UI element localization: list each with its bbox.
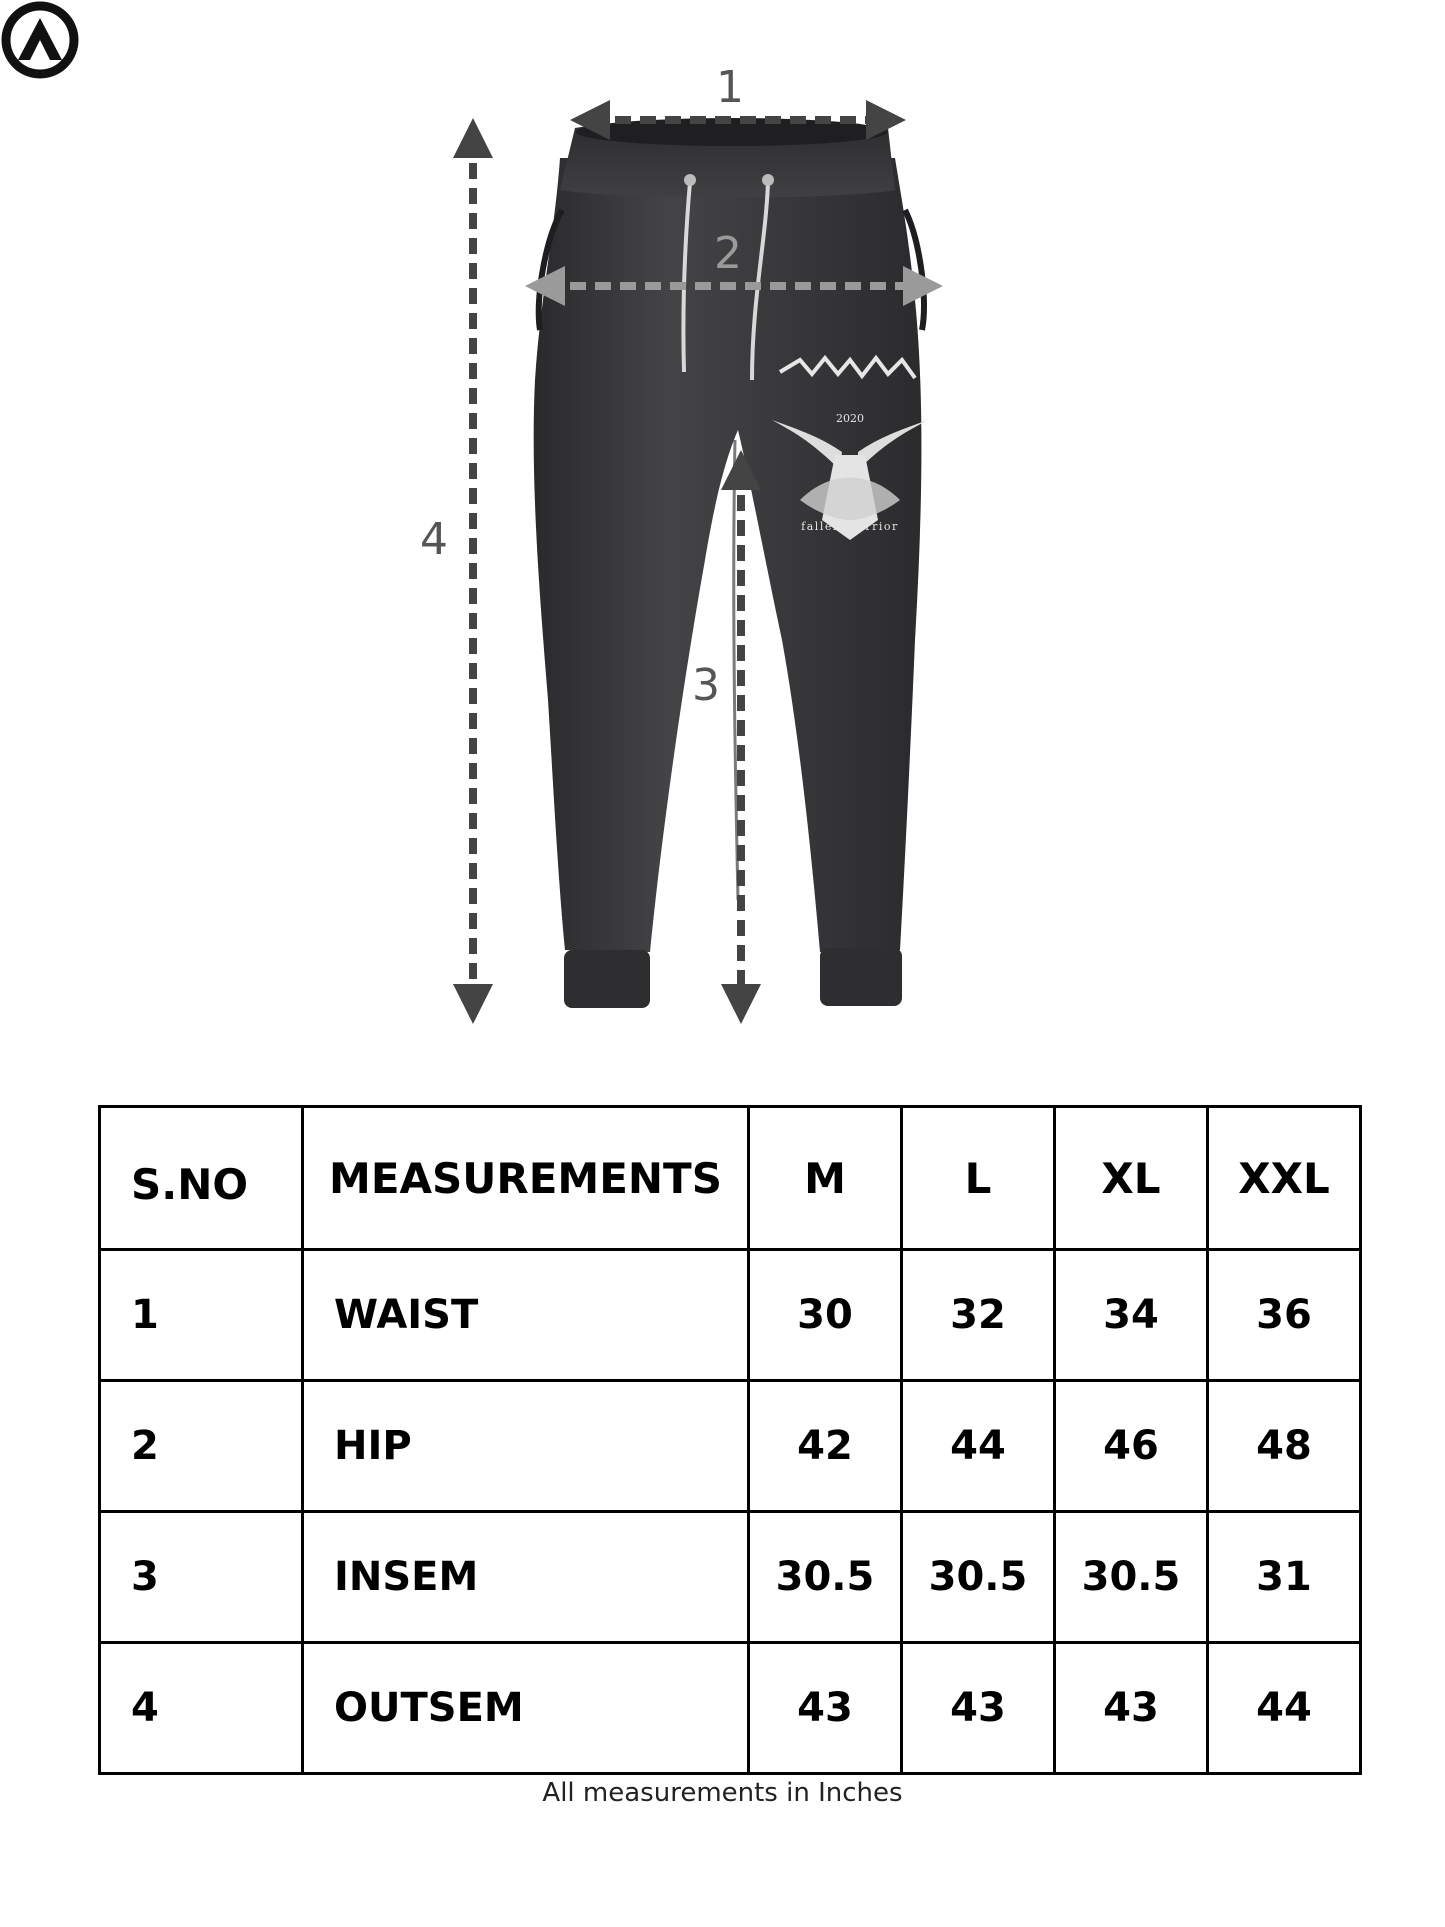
- eyelet-left: [684, 174, 696, 186]
- cell-l: 44: [902, 1381, 1055, 1512]
- header-size-xl: XL: [1055, 1107, 1208, 1250]
- size-chart-table: [98, 1105, 1362, 1775]
- cell-xxl: 48: [1208, 1381, 1361, 1512]
- header-size-xxl: XXL: [1208, 1107, 1361, 1250]
- row-sno: 1: [100, 1250, 303, 1381]
- inseam-label: 3: [692, 660, 720, 711]
- row-measurement: OUTSEM: [303, 1643, 749, 1774]
- brand-logo-icon: [0, 0, 80, 80]
- table-row: [100, 1512, 1361, 1643]
- row-sno: 4: [100, 1643, 303, 1774]
- cell-xxl: 36: [1208, 1250, 1361, 1381]
- header-size-m: M: [749, 1107, 902, 1250]
- cell-l: 30.5: [902, 1512, 1055, 1643]
- cell-m: 30.5: [749, 1512, 902, 1643]
- table-row: [100, 1250, 1361, 1381]
- cell-l: 32: [902, 1250, 1055, 1381]
- cell-m: 42: [749, 1381, 902, 1512]
- row-sno: 3: [100, 1512, 303, 1643]
- left-cuff: [564, 950, 650, 1008]
- table-row: [100, 1643, 1361, 1774]
- measurement-unit-note: All measurements in Inches: [542, 1778, 903, 1808]
- row-measurement: INSEM: [303, 1512, 749, 1643]
- hip-label: 2: [714, 228, 742, 279]
- table-header-row: [100, 1107, 1361, 1250]
- cell-m: 30: [749, 1250, 902, 1381]
- right-cuff: [820, 948, 902, 1006]
- cell-xl: 46: [1055, 1381, 1208, 1512]
- cell-xl: 43: [1055, 1643, 1208, 1774]
- cell-xl: 30.5: [1055, 1512, 1208, 1643]
- graphic-tagline: fallen warrior: [801, 520, 899, 533]
- row-sno: 2: [100, 1381, 303, 1512]
- cell-xxl: 31: [1208, 1512, 1361, 1643]
- cell-xxl: 44: [1208, 1643, 1361, 1774]
- header-measurements: MEASUREMENTS: [303, 1107, 749, 1250]
- header-size-l: L: [902, 1107, 1055, 1250]
- header-sno: S.NO: [100, 1107, 303, 1250]
- row-measurement: HIP: [303, 1381, 749, 1512]
- cell-xl: 34: [1055, 1250, 1208, 1381]
- waist-label: 1: [716, 62, 744, 113]
- cell-m: 43: [749, 1643, 902, 1774]
- row-measurement: WAIST: [303, 1250, 749, 1381]
- outseam-label: 4: [420, 514, 448, 565]
- cell-l: 43: [902, 1643, 1055, 1774]
- eyelet-right: [762, 174, 774, 186]
- table-row: [100, 1381, 1361, 1512]
- graphic-year: 2020: [836, 412, 864, 425]
